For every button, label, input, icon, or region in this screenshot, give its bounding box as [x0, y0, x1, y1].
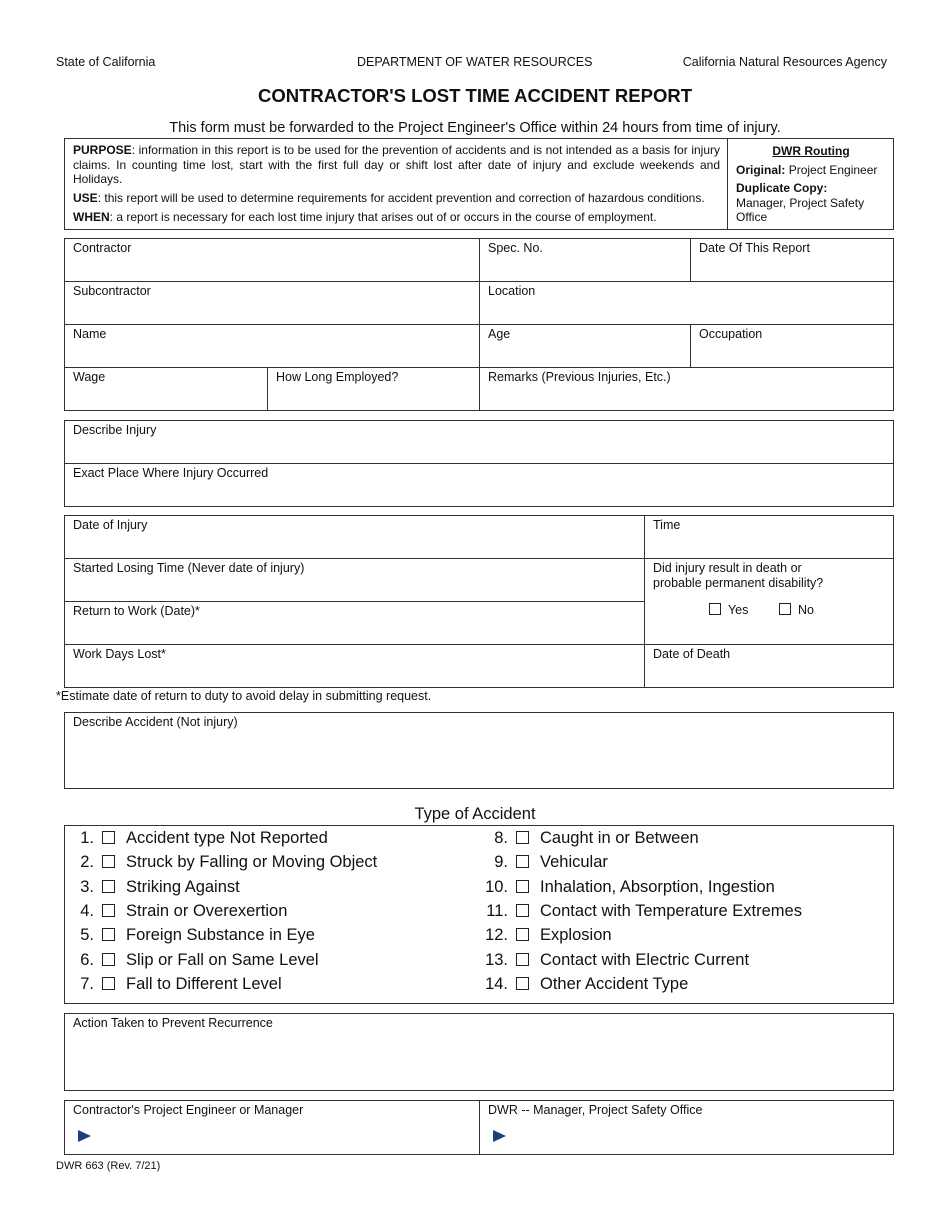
accident-type-option[interactable] — [474, 878, 775, 897]
yes-label: Yes — [727, 603, 749, 617]
accident-type-label: Explosion — [540, 926, 612, 945]
action-taken-field[interactable] — [65, 1014, 893, 1090]
accident-type-number: 5. — [80, 926, 94, 945]
date-of-death-field[interactable] — [645, 645, 893, 687]
accident-type-number: 12. — [485, 926, 508, 945]
describe-accident-field[interactable] — [65, 713, 893, 788]
when-paragraph — [73, 210, 723, 225]
how-long-employed-field[interactable] — [268, 368, 479, 410]
yes-option[interactable] — [709, 603, 748, 617]
contractor-signature-arrow-icon — [78, 1130, 91, 1142]
describe-accident-label: Describe Accident (Not injury) — [73, 715, 238, 729]
date-of-injury-label: Date of Injury — [73, 518, 148, 532]
accident-type-option[interactable] — [60, 951, 319, 970]
accident-type-number: 13. — [485, 950, 508, 969]
accident-type-option[interactable] — [474, 829, 699, 848]
accident-type-label: Contact with Temperature Extremes — [540, 901, 802, 920]
accident-type-number: 1. — [80, 829, 94, 847]
accident-type-checkbox[interactable] — [516, 831, 529, 844]
exact-place-label: Exact Place Where Injury Occurred — [73, 466, 269, 480]
accident-type-checkbox[interactable] — [102, 831, 115, 844]
accident-type-checkbox[interactable] — [102, 928, 115, 941]
purpose-label: PURPOSE — [73, 143, 132, 157]
estimate-note: *Estimate date of return to duty to avoid delay in submitting request. — [56, 689, 432, 703]
use-label: USE — [73, 191, 98, 205]
accident-type-option[interactable] — [474, 975, 688, 994]
no-option[interactable] — [779, 603, 814, 617]
form-number: DWR 663 (Rev. 7/21) — [56, 1160, 161, 1172]
purpose-paragraph — [73, 143, 720, 187]
accident-type-option[interactable] — [474, 902, 802, 921]
use-text: : this report will be used to determine requirements for accident prevention and correction of hazardous conditions. — [97, 191, 705, 205]
when-text: : a report is necessary for each lost time injury that arises out of or occurs in the course of employment. — [109, 210, 657, 224]
name-label: Name — [73, 327, 107, 341]
contractor-signature-label: Contractor's Project Engineer or Manager — [73, 1103, 304, 1117]
describe-injury-field[interactable] — [65, 421, 893, 463]
accident-type-label: Contact with Electric Current — [540, 950, 750, 969]
death-question: Did injury result in death or probable permanent disability? — [653, 561, 824, 590]
accident-type-option[interactable] — [474, 926, 612, 945]
occupation-label: Occupation — [699, 327, 763, 341]
routing-original — [736, 163, 892, 178]
date-of-report-label: Date Of This Report — [699, 241, 810, 255]
yes-checkbox[interactable] — [709, 603, 721, 615]
location-field[interactable] — [480, 282, 893, 324]
exact-place-field[interactable] — [65, 464, 893, 506]
spec-no-field[interactable] — [480, 239, 690, 281]
how-long-employed-label: How Long Employed? — [276, 370, 399, 384]
accident-type-option[interactable] — [60, 878, 240, 897]
action-taken-label: Action Taken to Prevent Recurrence — [73, 1016, 273, 1030]
time-label: Time — [653, 518, 681, 532]
time-field[interactable] — [645, 516, 893, 558]
routing-duplicate-label: Duplicate Copy: — [736, 181, 828, 195]
subcontractor-label: Subcontractor — [73, 284, 151, 298]
occupation-field[interactable] — [691, 325, 893, 367]
wage-field[interactable] — [65, 368, 267, 410]
name-field[interactable] — [65, 325, 479, 367]
form-subtitle: This form must be forwarded to the Project Engineer's Office within 24 hours from time of injury. — [169, 120, 781, 136]
accident-type-option[interactable] — [60, 829, 328, 848]
accident-type-option[interactable] — [474, 951, 749, 970]
no-checkbox[interactable] — [779, 603, 791, 615]
routing-duplicate-value: Manager, Project Safety Office — [736, 195, 865, 224]
accident-type-number: 6. — [80, 950, 94, 969]
accident-type-checkbox[interactable] — [102, 880, 115, 893]
header-state: State of California — [56, 55, 156, 69]
accident-type-checkbox[interactable] — [516, 855, 529, 868]
contractor-signature-field[interactable] — [65, 1101, 479, 1154]
work-days-lost-label: Work Days Lost* — [73, 647, 166, 661]
when-label: WHEN — [73, 210, 110, 224]
wage-label: Wage — [73, 370, 106, 384]
dwr-signature-field[interactable] — [480, 1101, 893, 1154]
accident-type-number: 10. — [485, 877, 508, 896]
header-department: DEPARTMENT OF WATER RESOURCES — [357, 55, 593, 69]
started-losing-time-field[interactable] — [65, 559, 644, 601]
accident-type-label: Struck by Falling or Moving Object — [126, 853, 378, 872]
no-label: No — [797, 603, 814, 617]
accident-type-checkbox[interactable] — [102, 953, 115, 966]
accident-type-label: Accident type Not Reported — [126, 829, 328, 847]
accident-type-title: Type of Accident — [414, 805, 536, 823]
accident-type-label: Caught in or Between — [540, 829, 699, 847]
accident-type-number: 9. — [494, 853, 508, 872]
accident-type-number: 3. — [80, 877, 94, 896]
routing-title: DWR Routing — [772, 144, 850, 158]
routing-original-value: Project Engineer — [788, 163, 878, 177]
accident-type-label: Foreign Substance in Eye — [126, 926, 315, 945]
routing-original-label: Original: — [736, 163, 786, 177]
contractor-field[interactable] — [65, 239, 479, 281]
accident-type-label: Striking Against — [126, 877, 240, 896]
accident-type-checkbox[interactable] — [516, 928, 529, 941]
work-days-lost-field[interactable] — [65, 645, 644, 687]
subcontractor-field[interactable] — [65, 282, 479, 324]
accident-type-checkbox[interactable] — [516, 880, 529, 893]
accident-type-number: 14. — [485, 974, 508, 993]
purpose-text: : information in this report is to be used for the prevention of accidents and is not intended as a basis for injury claims. In counting time lost, start with the first full day or shift lost after date of injury and exclude weekends and Holidays. — [73, 143, 720, 186]
spec-no-label: Spec. No. — [488, 241, 543, 255]
accident-type-label: Other Accident Type — [540, 974, 689, 993]
use-paragraph — [73, 191, 723, 206]
accident-type-option[interactable] — [60, 975, 282, 994]
accident-type-number: 7. — [80, 974, 94, 993]
accident-type-option[interactable] — [474, 853, 608, 872]
header-agency: California Natural Resources Agency — [682, 55, 887, 69]
accident-type-option[interactable] — [60, 902, 287, 921]
describe-injury-label: Describe Injury — [73, 423, 157, 437]
accident-type-label: Slip or Fall on Same Level — [126, 950, 319, 969]
dwr-signature-arrow-icon — [493, 1130, 506, 1142]
routing-duplicate — [736, 181, 886, 225]
accident-type-option[interactable] — [60, 853, 377, 872]
started-losing-time-label: Started Losing Time (Never date of injury) — [73, 561, 305, 575]
date-of-injury-field[interactable] — [65, 516, 644, 558]
accident-type-label: Inhalation, Absorption, Ingestion — [540, 877, 775, 896]
date-of-death-label: Date of Death — [653, 647, 731, 661]
form-title: CONTRACTOR'S LOST TIME ACCIDENT REPORT — [257, 85, 692, 106]
accident-type-number: 8. — [494, 829, 508, 847]
accident-type-checkbox[interactable] — [516, 953, 529, 966]
accident-type-checkbox[interactable] — [516, 977, 529, 990]
remarks-label: Remarks (Previous Injuries, Etc.) — [488, 370, 671, 384]
age-field[interactable] — [480, 325, 690, 367]
accident-type-label: Strain or Overexertion — [126, 901, 288, 920]
accident-type-number: 11. — [486, 901, 508, 920]
remarks-field[interactable] — [480, 368, 893, 410]
accident-type-checkbox[interactable] — [102, 855, 115, 868]
date-of-report-field[interactable] — [691, 239, 893, 281]
accident-type-checkbox[interactable] — [516, 904, 529, 917]
return-to-work-label: Return to Work (Date)* — [73, 604, 200, 618]
contractor-label: Contractor — [73, 241, 132, 255]
return-to-work-field[interactable] — [65, 602, 644, 644]
accident-type-checkbox[interactable] — [102, 904, 115, 917]
accident-type-option[interactable] — [60, 926, 315, 945]
dwr-signature-label: DWR -- Manager, Project Safety Office — [488, 1103, 703, 1117]
accident-type-number: 2. — [80, 853, 94, 872]
age-label: Age — [488, 327, 511, 341]
location-label: Location — [488, 284, 536, 298]
accident-type-checkbox[interactable] — [102, 977, 115, 990]
accident-type-label: Fall to Different Level — [126, 974, 282, 993]
accident-type-label: Vehicular — [540, 853, 608, 872]
accident-type-number: 4. — [80, 901, 94, 920]
